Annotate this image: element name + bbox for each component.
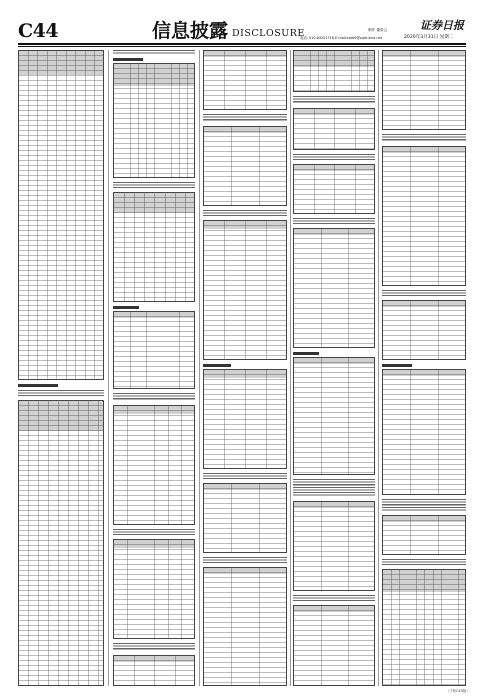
financial-table xyxy=(293,108,375,150)
newspaper-logo: 证券日报 xyxy=(420,19,464,32)
text-block xyxy=(113,182,195,188)
column-5 xyxy=(382,50,466,686)
text-block xyxy=(113,529,195,535)
financial-table xyxy=(113,405,195,525)
continued-note: （下转C45版） xyxy=(446,689,470,693)
table-caption xyxy=(113,306,139,309)
financial-table xyxy=(113,63,195,178)
financial-table xyxy=(203,220,287,360)
table-caption xyxy=(382,364,412,367)
text-block xyxy=(382,559,466,565)
financial-table xyxy=(113,539,195,639)
publication-date: 2020年3月31日 星期二 xyxy=(404,35,454,40)
contact-line: 电话: 010-83251716 E-mail:zqrb9@zqrb.sina.net xyxy=(300,36,382,40)
table-caption xyxy=(18,384,58,387)
table-caption xyxy=(113,58,143,61)
financial-table xyxy=(382,146,466,286)
financial-table xyxy=(382,369,466,495)
column-1 xyxy=(18,50,104,686)
table-caption xyxy=(293,352,319,355)
text-block xyxy=(293,154,375,160)
text-block xyxy=(203,473,287,479)
column-2 xyxy=(113,50,195,686)
financial-table xyxy=(382,50,466,130)
table-caption xyxy=(203,364,231,367)
text-block xyxy=(382,290,466,296)
text-block xyxy=(113,393,195,401)
editor-credit: 制作 董春云 xyxy=(368,28,388,32)
text-block xyxy=(18,390,104,396)
text-block xyxy=(113,50,195,55)
financial-table xyxy=(293,501,375,591)
financial-table xyxy=(113,192,195,302)
financial-table xyxy=(293,228,375,348)
financial-table xyxy=(203,483,287,553)
financial-table xyxy=(203,369,287,469)
financial-table xyxy=(293,357,375,475)
column-4 xyxy=(293,50,375,686)
section-title-en: DISCLOSURE xyxy=(232,28,305,39)
financial-table xyxy=(382,569,466,686)
text-block xyxy=(382,134,466,142)
financial-table xyxy=(382,515,466,555)
financial-table xyxy=(18,400,104,686)
financial-table xyxy=(382,300,466,360)
page-header xyxy=(0,0,484,44)
text-block xyxy=(293,595,375,601)
financial-table xyxy=(293,50,375,92)
page-number: C44 xyxy=(18,20,59,42)
text-block xyxy=(203,210,287,216)
financial-table xyxy=(113,655,195,686)
header-rule-thin xyxy=(18,46,466,47)
text-block xyxy=(203,114,287,122)
financial-table xyxy=(293,164,375,214)
text-block xyxy=(382,499,466,511)
text-block xyxy=(203,557,287,563)
text-block xyxy=(293,96,375,104)
text-block xyxy=(293,479,375,497)
text-block xyxy=(293,218,375,224)
financial-table xyxy=(203,126,287,206)
financial-table xyxy=(293,605,375,686)
text-block xyxy=(113,643,195,651)
header-rule xyxy=(18,43,466,45)
column-3 xyxy=(203,50,287,686)
financial-table xyxy=(18,50,104,380)
section-title: 信息披露 xyxy=(152,20,229,42)
financial-table xyxy=(113,311,195,389)
financial-table xyxy=(203,50,287,110)
financial-table xyxy=(203,567,287,686)
